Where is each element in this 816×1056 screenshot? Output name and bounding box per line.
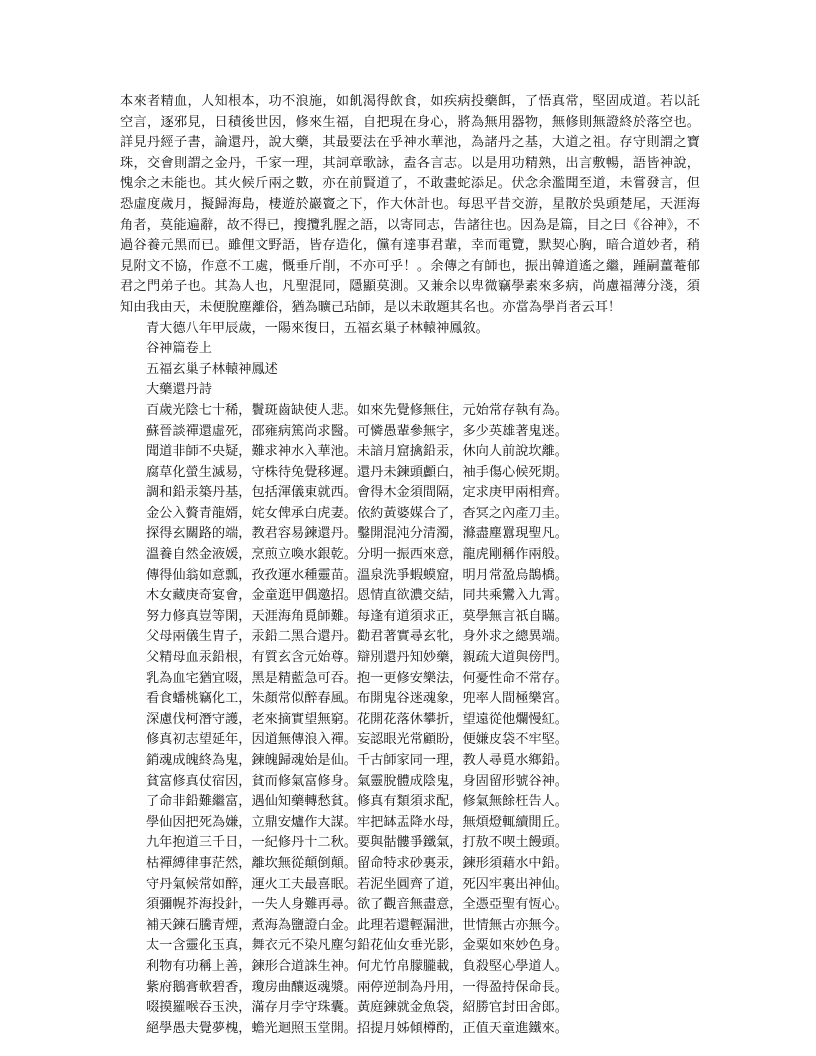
poem-line: 父精母血汞鉛根，有質玄含元始尊。辯別還丹知妙藥，親疏大道與傍門。 <box>146 650 568 666</box>
poem-line: 腐草化螢生滅易，守株待兔覺移遲。還丹未鍊頭顱白，袖手傷心候死期。 <box>146 464 568 480</box>
poem-line: 紫府鵝膏軟碧香，瓊房曲釀返魂漿。兩停逆制為丹用，一得盈持保命長。 <box>146 979 568 995</box>
poem-line: 啜摸羅喉吞玉泱，滿存月孛守珠囊。黃庭鍊就金魚袋，紹勝官封田舍郎。 <box>146 1000 568 1016</box>
poem-line: 調和鉛汞築丹基，包括渾儀東就西。會得木金須間隔，定求庚甲兩相齊。 <box>146 485 568 501</box>
poem-line: 利物有功稱上善，鍊形合道誅生神。何尤竹帛朦朧載，負殺堅心學道人。 <box>146 958 568 974</box>
poem-line: 溫養自然金液媛，烹煎立喚水銀乾。分明一振西來意，龍虎剛稱作兩般。 <box>146 547 568 563</box>
poem-line: 探得玄關路的端，教君容易鍊還丹。鑿開混沌分清濁，滌盡塵囂現聖凡。 <box>146 526 568 542</box>
poem-line: 傳得仙翁如意瓢，孜孜運水種靈苗。溫泉洗爭蝦蟆窟，明月常盈烏鵲橋。 <box>146 567 568 583</box>
colophon-line: 青大德八年甲辰歲，一陽來復日，五福玄巢子林轅神鳳敘。 <box>146 320 489 336</box>
poem-line: 銷魂成魄終為鬼，鍊魄歸魂始是仙。千古師家同一理，教人尋覓水鄉鉛。 <box>146 753 568 768</box>
preface-section <box>120 92 700 319</box>
poem-line: 了命非鉛難繼富，遇仙知藥轉愁貧。修真有類須求配，修氣無餘枉告人。 <box>146 794 568 810</box>
poem-line: 蘇晉談禪還虛死，邵雍病篤尚求醫。可憐愚輩參無字，多少英雄著鬼迷。 <box>146 423 568 439</box>
poem-line: 努力修真豈等閑，天涯海角覓師難。每逢有道須求正，莫學無言祇自瞞。 <box>146 608 568 624</box>
poem-line: 木女藏庚奇宴會，金童逛甲偶邀招。恩情直欲濃交結，同共乘鸞入九霄。 <box>146 588 568 604</box>
poem-line: 百歲光陰七十稀，鬢斑齒缺使人悲。如來先覺修無住，元始常存執有為。 <box>146 402 568 418</box>
poem-line: 深慮伐柯潛守護，老來摘實望無窮。花開花落休攀折，望遠從他爛慢紅。 <box>146 711 568 727</box>
poem-line: 聞道非師不央疑，難求神水入華池。未諳月窟擒鉛汞，休向人前說坎離。 <box>146 444 568 460</box>
poem-line: 乳為血宅猶宜啜，黑是精藍急可吞。抱一更修安樂法，何憂性命不常存。 <box>146 670 568 686</box>
poem-line: 九年抱道三千日，一紀修丹十二秋。要與骷髏爭鐵氣，打敖不喫土饅頭。 <box>146 835 568 851</box>
poem-line: 貧富修真仗宿因，貧而修氣富修身。氣靈脫體成陰鬼，身固留形號谷神。 <box>146 773 568 789</box>
poem-line: 金公入贅青龍婿，姹女俾承白虎妻。依約黃婆媒合了，杳冥之內產刀圭。 <box>146 505 568 521</box>
poem-line: 看食蟠桃竊化工，朱顏常似醉春風。布開鬼谷迷魂象，兜率人間極樂宮。 <box>146 691 568 707</box>
poem-line: 補天鍊石騰青煙，煮海為鹽證白金。此理若還輕漏泄，世情無古亦無今。 <box>146 917 568 933</box>
poem-list <box>120 401 700 1039</box>
poem-line: 絕學愚夫覺夢槐，蟾光迴照玉堂開。招提月姊傾樽酌，正值天童進鐵來。 <box>146 1020 568 1036</box>
poem-line: 學仙因把死為嫌，立鼎安爐作大謀。牢把缽盂降水母，無煩燈輒續閒丘。 <box>146 814 568 830</box>
preface-paragraph: 本來者精血，人知根本，功不浪施，如飢渴得飲食，如疾病投藥餌，了悟真常，堅固成道。若以託空言，逐邪見，日積後世因，修來生福，自把現在身心，將為無用器物，無修則無證終於落空也。詳見丹經子書，論還丹，說大藥，其最要法在乎神水華池，為諸丹之基，大道之祖。存守則謂之寶珠，交會則謂之金丹，千家一理，其詞章歌詠，盍各言志。以是用功精熟，出言敷暢，語皆神說，愧余之未能也。其火候斤兩之數，亦在前賢道了，不敢畫蛇添足。伏念余濫聞至道，未嘗發言，但恐虛度歲月，擬歸海島，棲遊於巖竇之下，作大休計也。每思平昔交游，星散於吳頭楚尾，天涯海角者，莫能遍辭，故不得已，搜攬乳腥之語，以寄同志，告諸往也。因為是篇，目之曰《谷神》，不過谷養元黑而已。雖俚文野語，皆存造化，儻有達事君輩，幸而電覽，默契心胸，暗合道妙者，稍見附文不協，作意不工處，慨垂斤削，不亦可乎！。余傳之有師也，振出韓道遙之繼，踵嗣薑菴郁君之門弟子也。其為人也，凡聖混同，隱顯莫測。又兼余以卑微竊學素來多病，尚慮福薄分淺，須知由我由天，未便脫塵離俗，猶為曠己玷師，是以未敢題其名也。亦當為學肖者云耳！ <box>120 94 700 315</box>
section-title: 大藥還丹詩 <box>146 382 212 398</box>
poem-line: 修真初志望延年，因道無傳浪入禪。妄認眼光常顧盼，便嫌皮袋不牢堅。 <box>146 732 568 748</box>
poem-line: 太一含靈化玉真，舞衣元不染凡塵匀鉛花仙女垂光影，金粟如來妙色身。 <box>146 938 568 954</box>
poem-line: 父母兩儀生胄子，汞鉛二黑合還丹。勸君著實尋玄牝，身外求之總異端。 <box>146 629 568 645</box>
author-line: 五福玄巢子林轅神鳳述 <box>146 361 278 377</box>
document-page <box>120 92 700 1039</box>
volume-title: 谷神篇卷上 <box>146 341 212 357</box>
poem-line: 守丹氣候常如醉，運火工夫最喜眠。若泥坐圓齊了道，死囚牢裏出神仙。 <box>146 876 568 892</box>
poem-line: 須彌幌芥海投針，一失人身難再尋。欲了觀音無盡意，全憑亞聖有恆心。 <box>146 897 568 913</box>
poem-line: 枯禪縛律事茫然，離坎無從顛倒顛。留命特求砂裏汞，鍊形須藉水中鉛。 <box>146 855 568 871</box>
